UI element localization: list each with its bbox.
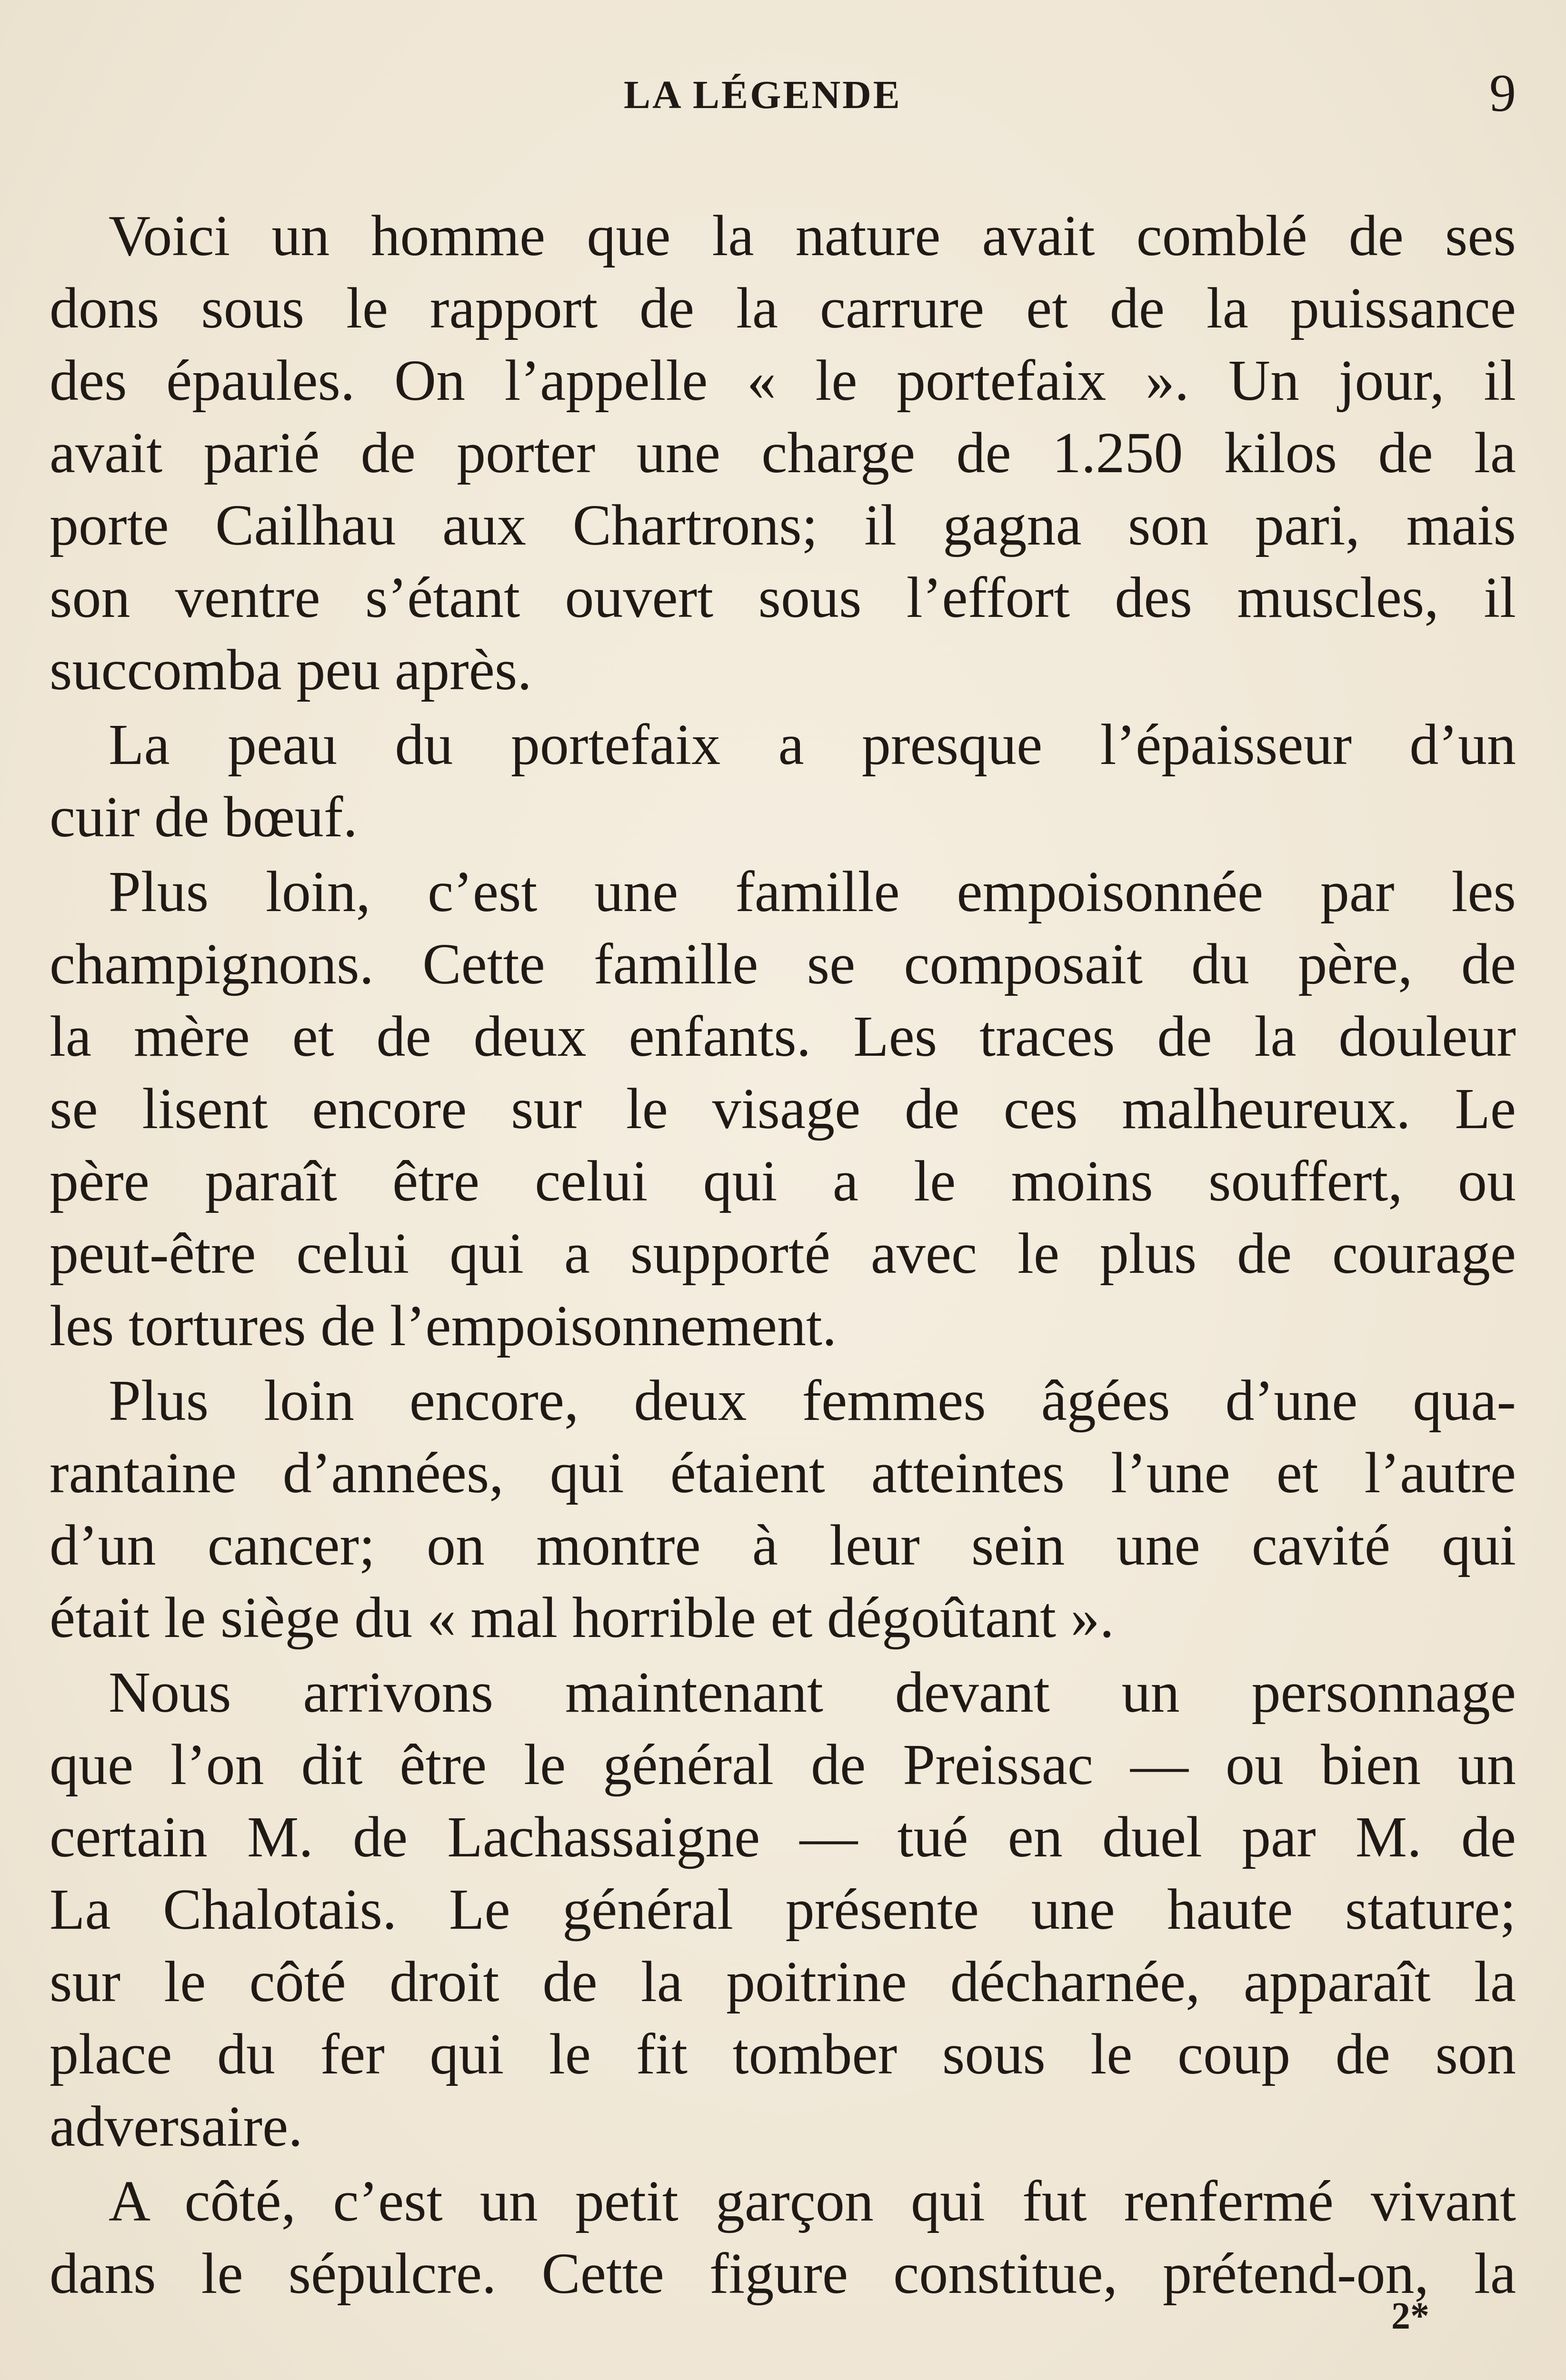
text-line: des épaules. On l’appelle « le portefaix ». Un jour, il	[50, 348, 1516, 413]
signature-mark: 2*	[1391, 2295, 1429, 2337]
paragraph-general	[50, 1656, 1516, 2163]
text-line: porte Cailhau aux Chartrons; il gagna son pari, mais	[50, 493, 1516, 557]
running-title: LA LÉGENDE	[624, 73, 902, 117]
paragraph-famille	[50, 856, 1516, 1362]
paragraph-portefaix	[50, 200, 1516, 706]
text-line: les tortures de l’empoisonnement.	[50, 1294, 837, 1358]
text-line: père paraît être celui qui a le moins souffert, ou	[50, 1149, 1516, 1213]
text-line: adversaire.	[50, 2094, 303, 2159]
text-line: cuir de bœuf.	[50, 785, 358, 849]
page-number: 9	[1489, 64, 1516, 123]
text-line: son ventre s’étant ouvert sous l’effort des muscles, il	[50, 565, 1516, 630]
text-line: succomba peu après.	[50, 638, 532, 702]
paragraph-femmes	[50, 1365, 1516, 1654]
text-line: la mère et de deux enfants. Les traces de la douleur	[50, 1004, 1516, 1069]
text-line: sur le côté droit de la poitrine décharnée, apparaît la	[50, 1950, 1516, 2014]
text-line: Plus loin encore, deux femmes âgées d’une qua-	[109, 1368, 1516, 1433]
paragraph-peau	[50, 709, 1516, 853]
text-line: La Chalotais. Le général présente une haute stature;	[50, 1877, 1516, 1942]
text-line: certain M. de Lachassaigne — tué en duel par M. de	[50, 1805, 1516, 1869]
text-line: d’un cancer; on montre à leur sein une cavité qui	[50, 1513, 1516, 1577]
text-line: que l’on dit être le général de Preissac — ou bien un	[50, 1733, 1516, 1797]
text-line: Nous arrivons maintenant devant un personnage	[109, 1660, 1516, 1725]
text-line: dons sous le rapport de la carrure et de la puissance	[50, 276, 1516, 340]
text-line: peut-être celui qui a supporté avec le plus de courage	[50, 1221, 1516, 1286]
text-line: champignons. Cette famille se composait du père, de	[50, 932, 1516, 996]
paragraph-garcon	[50, 2165, 1516, 2310]
text-line: Voici un homme que la nature avait comblé de ses	[109, 204, 1516, 268]
text-line: se lisent encore sur le visage de ces malheureux. Le	[50, 1077, 1516, 1141]
text-line: rantaine d’années, qui étaient atteintes l’une et l’autre	[50, 1441, 1516, 1505]
text-line: La peau du portefaix a presque l’épaisseur d’un	[109, 713, 1516, 777]
text-line: place du fer qui le fit tomber sous le coup de son	[50, 2022, 1516, 2086]
text-line: Plus loin, c’est une famille empoisonnée par les	[109, 860, 1516, 924]
text-line: dans le sépulcre. Cette figure constitue, prétend-on, la	[50, 2241, 1516, 2306]
text-line: A côté, c’est un petit garçon qui fut renfermé vivant	[109, 2169, 1516, 2233]
body-text	[50, 200, 1516, 2312]
text-line: était le siège du « mal horrible et dégoûtant ».	[50, 1586, 1114, 1650]
text-line: avait parié de porter une charge de 1.250 kilos de la	[50, 421, 1516, 485]
